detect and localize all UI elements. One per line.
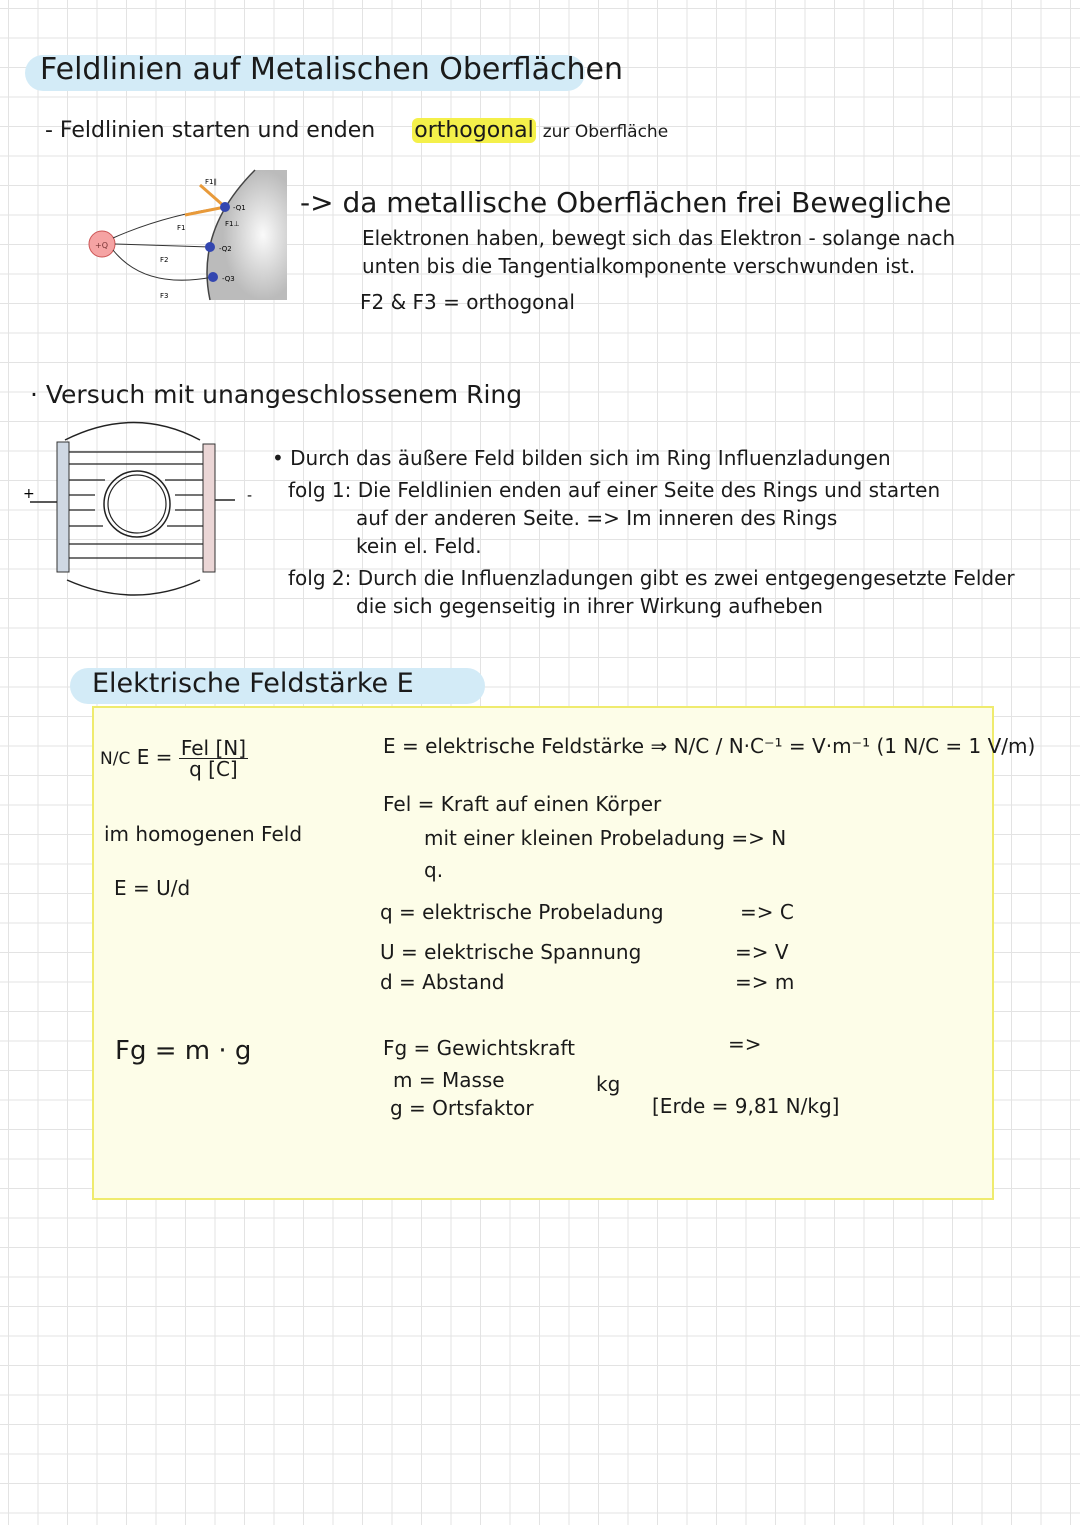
homogen-formula: E = U/d [114,876,191,900]
formula-units: N/C [100,749,131,769]
arrow-text: -> da metallische Oberflächen frei Bewegliche [300,186,952,219]
formula-denominator: q [C] [189,757,238,781]
section-heading-fieldstrength: Elektrische Feldstärke E [92,668,414,699]
explanation-line-2: Elektronen haben, bewegt sich das Elektron - solange nach [362,226,956,250]
f3-label: F3 [160,292,169,300]
ring-line-4: kein el. Feld. [356,534,482,558]
def-q: q = elektrische Probeladung [380,900,664,924]
plus-terminal: + [23,486,35,502]
formula-numerator: Fel [N] [180,736,247,760]
ring-line-2: folg 1: Die Feldlinien enden auf einer Seite des Rings und starten [288,478,941,502]
explanation-line-4: F2 & F3 = orthogonal [360,290,575,314]
f1par-label: F1∥ [205,178,217,186]
q3-label: -Q3 [222,275,235,283]
f1-label: F1 [177,224,186,232]
def-m-unit: kg [596,1072,621,1096]
def-Fg-unit: => [728,1032,762,1056]
highlighted-word: orthogonal [414,118,534,143]
explanation-line-3: unten bis die Tangentialkomponente verschwunden ist. [362,254,916,278]
ring-line-5: folg 2: Durch die Influenzladungen gibt es zwei entgegengesetzte Felder [288,566,1015,590]
f2-label: F2 [160,256,169,264]
minus-terminal: - [247,488,253,504]
def-q-unit: => C [740,900,794,924]
ring-line-1: • Durch das äußere Feld bilden sich im Ring Influenzladungen [272,446,891,470]
ring-line-3: auf der anderen Seite. => Im inneren des Rings [356,506,838,530]
bullet-text [45,118,668,143]
def-Fel-2: mit einer kleinen Probeladung => N [424,826,787,850]
section-heading-ring: · Versuch mit unangeschlossenem Ring [30,380,523,409]
f1perp-label: F1⊥ [225,220,240,228]
q1-label: -Q1 [233,204,246,212]
ring-line-6: die sich gegenseitig in ihrer Wirkung aufheben [356,594,823,618]
charge-label: +Q [95,241,108,250]
def-d-unit: => m [735,970,795,994]
def-g-note: [Erde = 9,81 N/kg] [652,1094,840,1118]
def-U: U = elektrische Spannung [380,940,642,964]
def-U-unit: => V [735,940,789,964]
page-title: Feldlinien auf Metalischen Oberflächen [40,52,623,87]
def-E: E = elektrische Feldstärke ⇒ N/C / N·C⁻¹ = V·m⁻¹ (1 N/C = 1 V/m) [383,734,1036,758]
def-Fg: Fg = Gewichtskraft [383,1036,575,1060]
def-d: d = Abstand [380,970,505,994]
bullet-end: zur Oberfläche [542,122,669,142]
ring-experiment-figure [25,420,265,595]
field-formula [100,738,248,779]
def-Fel-3: q. [424,858,444,882]
formula-lhs: E = [136,745,173,769]
bullet-start: - Feldlinien starten und enden [45,118,376,143]
field-lines-metal-figure [85,170,287,300]
q2-label: -Q2 [219,245,232,253]
weight-formula: Fg = m · g [115,1036,252,1066]
def-Fel-1: Fel = Kraft auf einen Körper [383,792,662,816]
def-g: g = Ortsfaktor [390,1096,534,1120]
homogen-label: im homogenen Feld [104,822,303,846]
def-m: m = Masse [393,1068,505,1092]
